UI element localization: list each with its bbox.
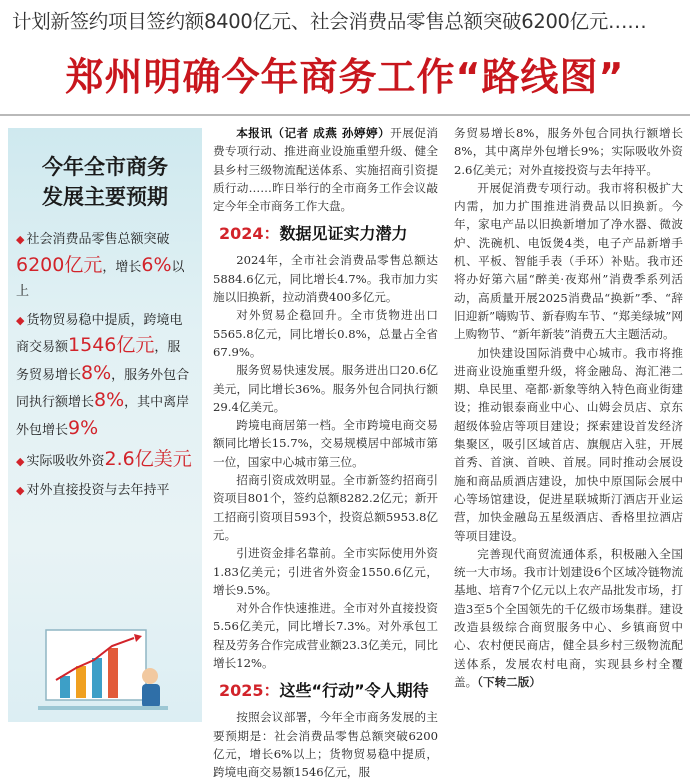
continued-note: （下转二版） [477,674,541,689]
paragraph: 开展促消费专项行动。我市将积极扩大内需，加力扩围推进消费品以旧换新。今年，家电产品以旧换新增加了净水器、微波炉、洗碗机、电饭煲4类，电子产品新增手机、平板、智能手表（手环）补贴。我市还将办好第六届“醉美·夜郑州”消费季系列活动，高质量开展2025消费品“换新”季、“辞旧迎新”嗨购节、新春购车节、“郑美绿城”网上购物节、“新年新装”消费五大主题活动。 [454,180,683,342]
bullet-icon: ◆ [16,233,25,246]
divider [0,114,690,116]
sidebar-box [8,128,202,722]
list-item: ◆ 社会消费品零售总额突破6200亿元，增长6%以上 [16,232,185,299]
paragraph: 2024年，全市社会消费品零售总额达5884.6亿元，同比增长4.7%。我市加力实施以旧换新，拉动消费400多亿元。 [213,253,438,305]
list-item: ◆ 实际吸收外资2.6亿美元 [16,448,192,470]
list-item: ◆ 货物贸易稳中提质，跨境电商交易额1546亿元，服务贸易增长8%，服务外包合同执行额增长8%，其中离岸外包增长9% [16,312,190,439]
paragraph: 引进资金排名靠前。全市实际使用外资1.83亿美元；引进省外资金1550.6亿元，增长9.5%。 [213,546,438,597]
paragraph: 完善现代商贸流通体系，积极融入全国统一大市场。我市计划建设6个区域冷链物流基地、培育7个亿元以上农产品批发市场，打造3至5个全国领先的千亿级市场集群。建设改造县级综合商贸服务中心、乡镇商贸中心、农村便民商店，健全县乡村三级物流配送体系，发展农村电商，实现县乡村全覆盖。（下转二版） [454,546,683,689]
paragraph: 对外贸易企稳回升。全市货物进出口5565.8亿元，同比增长0.8%，总量占全省67.9%。 [213,308,438,359]
growth-chart-illustration [38,620,168,716]
subtitle: 计划新签约项目签约额8400亿元、社会消费品零售总额突破6200亿元…… [12,10,647,33]
section-heading-2024: 2024：数据见证实力潜力 [219,224,408,244]
paragraph: 服务贸易快速发展。服务进出口20.6亿美元，同比增长36%。服务外包合同执行额29.4亿美元。 [213,363,438,414]
list-item: ◆ 对外直接投资与去年持平 [16,482,170,498]
section-heading-2025: 2025：这些“行动”令人期待 [219,681,429,701]
paragraph: 加快建设国际消费中心城市。我市将推进商业设施重塑升级，将金融岛、海汇港二期、阜民里、亳都·新象等纳入特色商业街建设；推动银泰商业中心、山姆会员店、京东超级体验店等项目建设；探索建设首发经济集聚区，吸引区域首店、旗舰店入驻，开展首秀、首演、首映、首展。同时推动会展设施和商品质酒店建设，加快中原国际会展中心等场馆建设，促进星联城斯汀酒店开业运营，加快金融岛五星级酒店、香格里拉酒店等项目建设。 [454,345,683,543]
paragraph: 务贸易增长8%，服务外包合同执行额增长8%，其中离岸外包增长9%；实际吸收外资2.6亿美元；对外直接投资与去年持平。 [454,126,683,177]
sidebar-title: 今年全市商务 发展主要预期 [42,155,168,209]
article-column-1 [213,124,438,782]
bullet-icon: ◆ [16,455,25,468]
paragraph: 对外合作快速推进。全市对外直接投资5.56亿美元，同比增长7.3%。对外承包工程及劳务合作完成营业额23.3亿美元，同比增长12%。 [213,601,438,671]
sidebar-list [16,228,192,503]
headline: 郑州明确今年商务工作“路线图” [65,55,625,99]
paragraph: 招商引资成效明显。全市新签约招商引资项目801个，签约总额8282.2亿元；新开工招商引资项目593个，投资总额5953.8亿元。 [213,473,439,542]
paragraph: 跨境电商居第一档。全市跨境电商交易额同比增长15.7%，交易规模居中部城市第一位，国家中心城市第三位。 [213,418,438,469]
bullet-icon: ◆ [16,313,25,327]
byline: 本报讯（记者 成燕 孙婷婷） [236,126,391,140]
paragraph: 按照会议部署，今年全市商务发展的主要预期是：社会消费品零售总额突破6200亿元，增长6%以上；货物贸易稳中提质，跨境电商交易额1546亿元，服 [213,710,438,780]
bullet-icon: ◆ [16,483,25,497]
lead-paragraph: 开展促消费专项行动、推进商业设施重塑升级、健全县乡村三级物流配送体系、实施招商引资提质行动……昨日举行的全市商务工作会议敲定今年全市商务工作大盘。 [213,126,438,214]
article-column-2 [454,124,683,691]
